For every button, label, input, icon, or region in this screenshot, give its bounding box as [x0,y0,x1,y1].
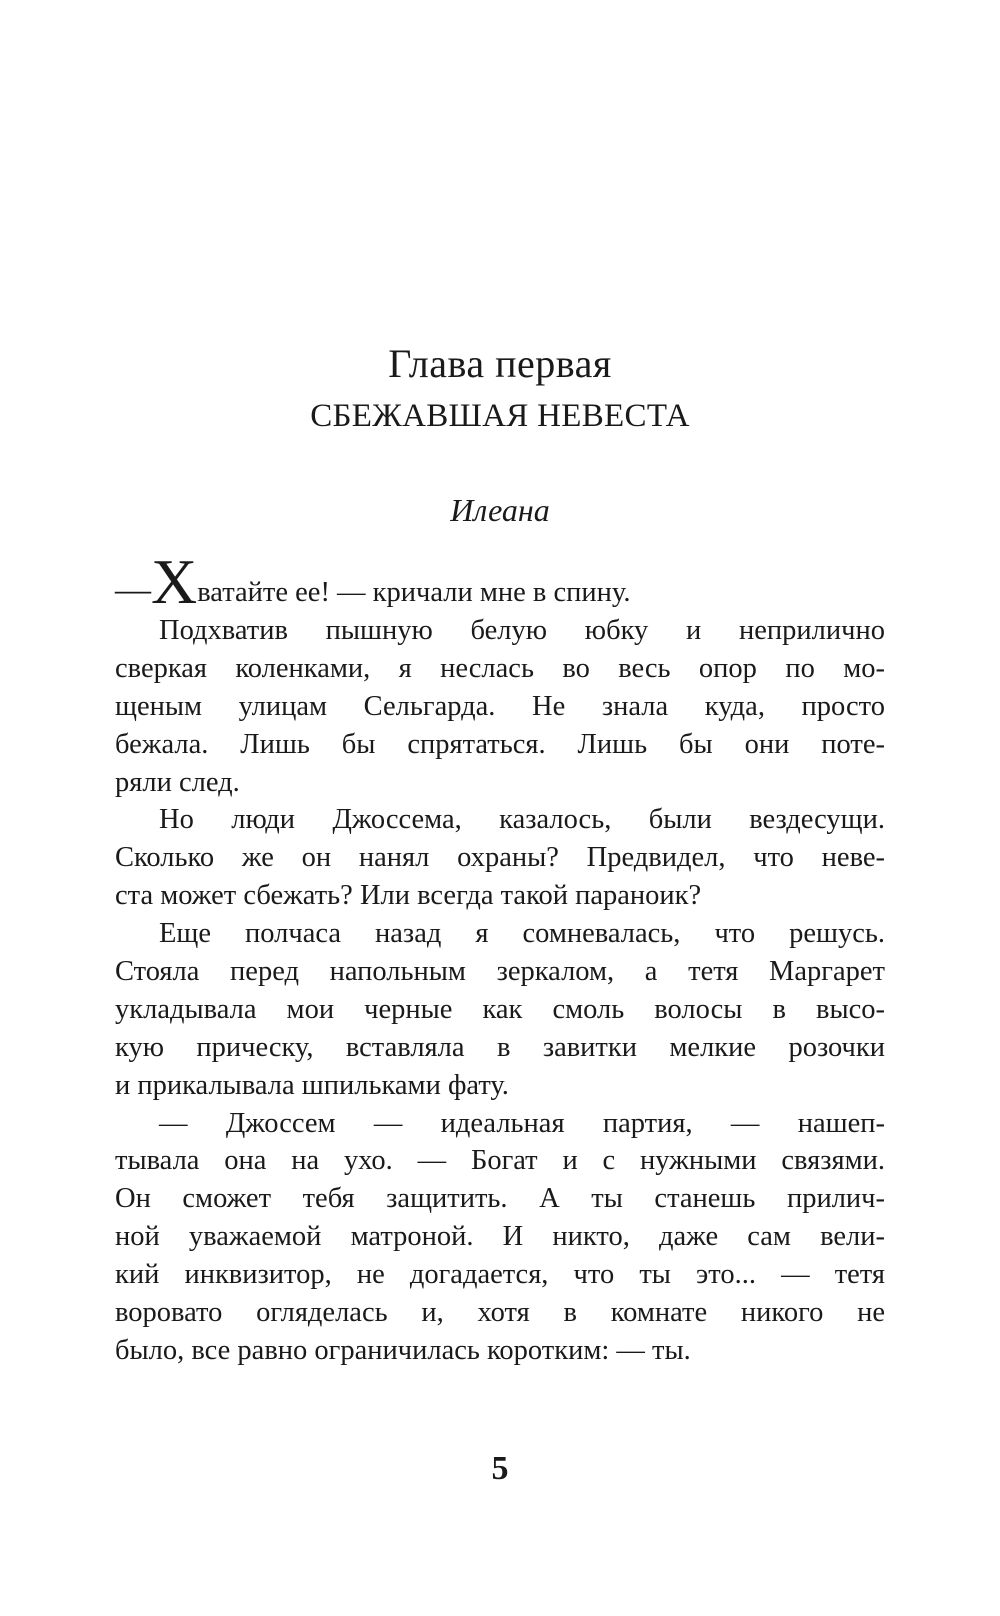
text-line: Он сможет тебя защитить. А ты станешь прилич- [115,1183,885,1215]
text-line: и прикалывала шпильками фату. [115,1069,509,1101]
body-text [115,546,885,1370]
chapter-title: СБЕЖАВШАЯ НЕВЕСТА [310,398,690,434]
text-line [115,546,885,617]
text-line: Стояла перед напольным зеркалом, а тетя Маргарет [115,956,885,988]
text-line: сверкая коленками, я неслась во весь опор по мо- [115,652,885,684]
text-line: было, все равно ограничилась коротким: — ты. [115,1334,691,1366]
chapter-number: Глава первая [388,341,612,386]
text-line: Сколько же он нанял охраны? Предвидел, что неве- [115,842,885,874]
text-line: тывала она на ухо. — Богат и с нужными связями. [115,1145,885,1177]
text-line: Но люди Джоссема, казалось, были вездесущи. [159,804,885,836]
page-number: 5 [491,1450,509,1487]
opening-dash: — [115,569,151,609]
text-line: укладывала мои черные как смоль волосы в высо- [115,993,885,1025]
text-line: щеным улицам Сельгарда. Не знала куда, просто [115,690,885,722]
text-line: ряли след. [115,766,240,798]
text-line: ста может сбежать? Или всегда такой параноик? [115,880,702,912]
text-line: Подхватив пышную белую юбку и неприлично [159,615,885,646]
text-line: ной уважаемой матроной. И никто, даже сам вели- [115,1221,885,1253]
text-line: Еще полчаса назад я сомневалась, что решусь. [159,918,885,950]
text-line: — Джоссем — идеальная партия, — нашеп- [159,1107,885,1139]
text-line-rest: ватайте ее! — кричали мне в спину. [197,577,631,608]
pov-character-name: Илеана [450,492,550,528]
text-line: бежала. Лишь бы спрятаться. Лишь бы они поте- [115,728,885,760]
text-line: кую прическу, вставляла в завитки мелкие розочки [115,1031,885,1063]
text-line: кий инквизитор, не догадается, что ты это... — тетя [115,1259,885,1291]
drop-cap-letter: Х [151,546,198,617]
text-line: воровато огляделась и, хотя в комнате никого не [115,1297,885,1329]
